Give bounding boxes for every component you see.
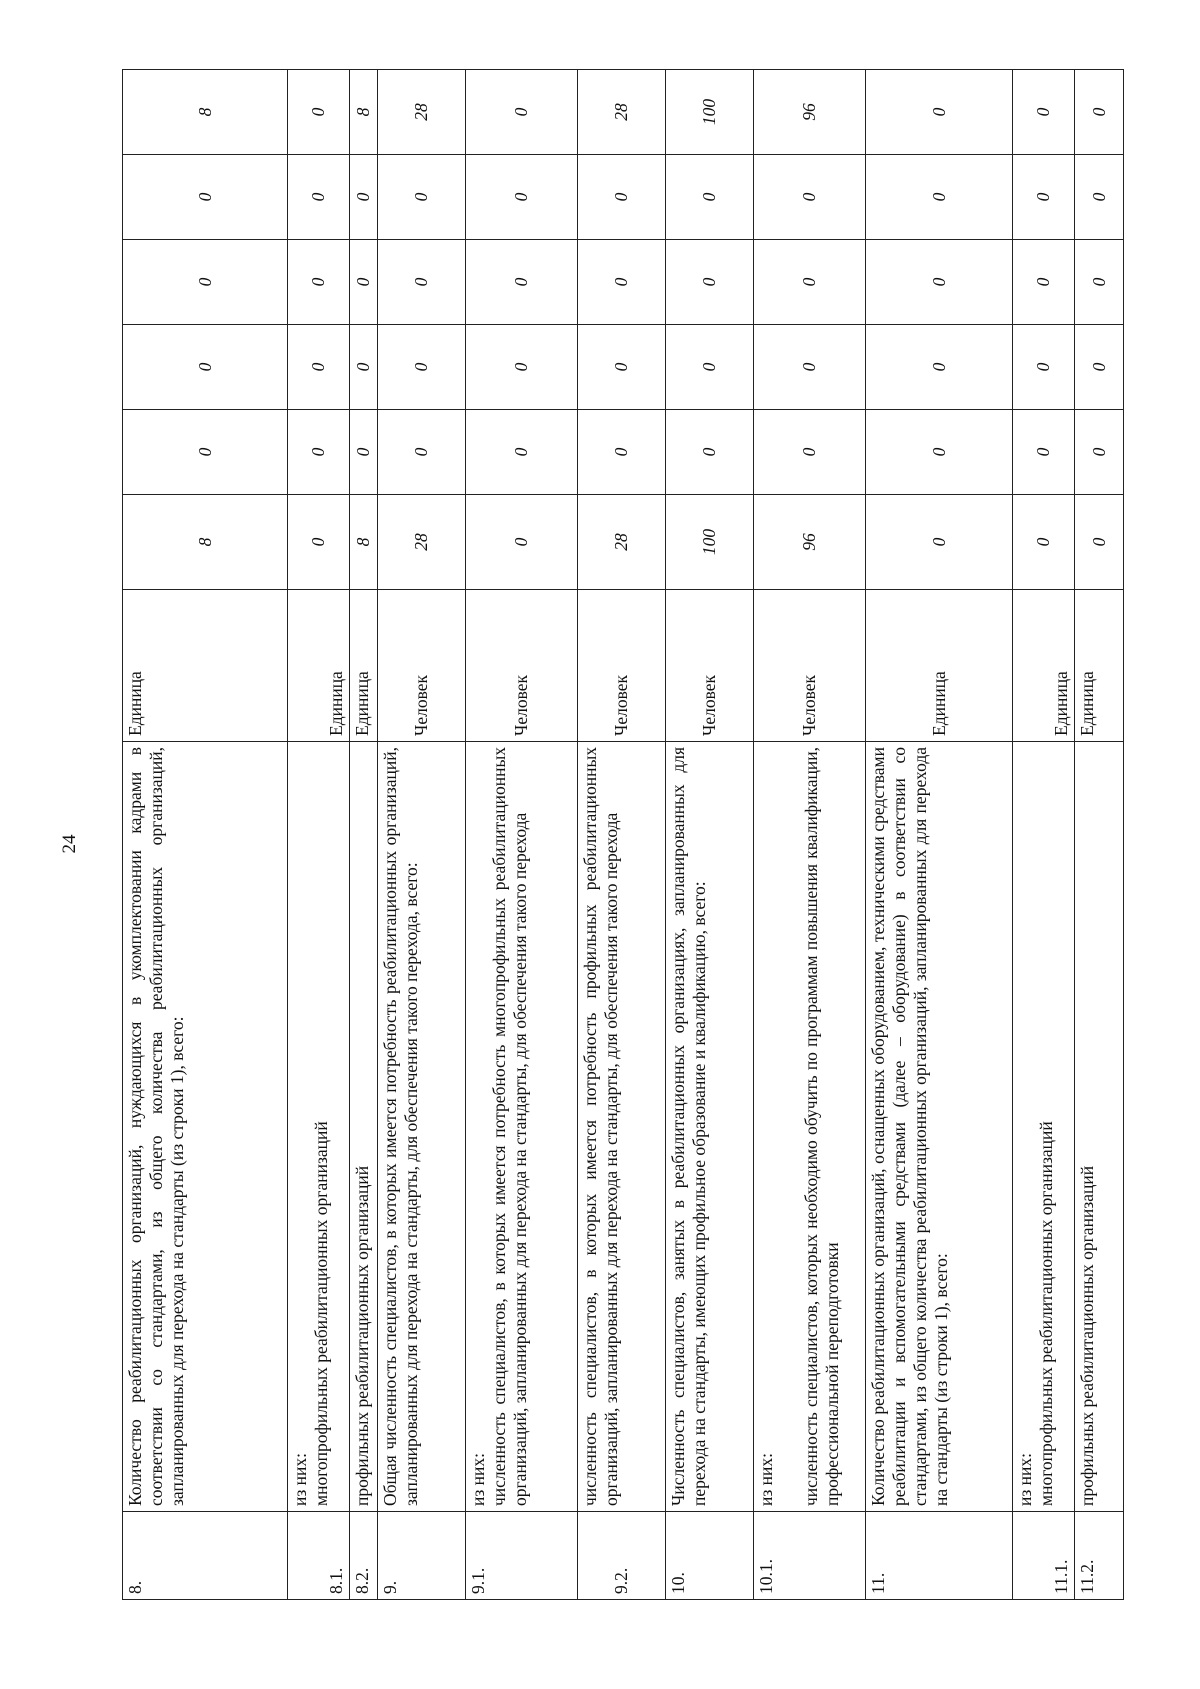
row-unit: Человек xyxy=(378,590,466,742)
row-value: 0 xyxy=(866,155,1013,240)
row-value: 0 xyxy=(466,495,578,590)
row-value: 0 xyxy=(1013,240,1075,325)
row-value: 0 xyxy=(288,410,350,495)
row-value: 0 xyxy=(378,155,466,240)
row-value: 96 xyxy=(754,70,866,155)
row-value: 0 xyxy=(1013,495,1075,590)
row-value: 0 xyxy=(466,410,578,495)
table-row xyxy=(1013,70,1075,1600)
row-description: численность специалистов, в которых имеется потребность многопрофильных реабилитационных организаций, запланированных для перехода на стандарты, для обеспечения такого перехода xyxy=(489,747,530,1506)
row-value: 0 xyxy=(466,325,578,410)
row-value: 0 xyxy=(578,410,666,495)
row-description: профильных реабилитационных организаций xyxy=(350,742,378,1512)
row-value: 96 xyxy=(754,495,866,590)
row-description: профильных реабилитационных организаций xyxy=(1075,742,1124,1512)
row-value: 0 xyxy=(378,410,466,495)
row-number: 8.2. xyxy=(350,1512,378,1600)
row-description: многопрофильных реабилитационных организаций xyxy=(1036,1121,1056,1506)
row-value: 0 xyxy=(288,325,350,410)
row-unit: Единица xyxy=(123,590,288,742)
row-description-prefix: из них: xyxy=(756,1453,776,1506)
row-value: 0 xyxy=(1075,495,1124,590)
row-number: 11.2. xyxy=(1075,1512,1124,1600)
table-row xyxy=(578,70,666,1600)
row-value: 0 xyxy=(666,240,754,325)
row-description: Численность специалистов, занятых в реабилитационных организациях, запланированных для перехода на стандарты, имеющих профильное образование и квалификацию, всего: xyxy=(666,742,754,1512)
table-row xyxy=(1075,70,1124,1600)
row-value: 0 xyxy=(288,155,350,240)
row-value: 0 xyxy=(123,410,288,495)
row-unit: Единица xyxy=(350,590,378,742)
table-row xyxy=(123,70,288,1600)
row-value: 100 xyxy=(666,495,754,590)
row-value: 0 xyxy=(754,240,866,325)
row-value: 8 xyxy=(350,70,378,155)
row-description-cell xyxy=(754,742,866,1512)
table-row xyxy=(754,70,866,1600)
row-unit: Человек xyxy=(754,590,866,742)
row-number: 11. xyxy=(866,1512,1013,1600)
row-description: численность специалистов, которых необходимо обучить по программам повышения квалификации, профессиональной переподготовки xyxy=(801,747,842,1506)
row-value: 0 xyxy=(288,495,350,590)
row-number: 8. xyxy=(123,1512,288,1600)
row-value: 0 xyxy=(1013,70,1075,155)
row-value: 0 xyxy=(754,155,866,240)
row-number: 8.1. xyxy=(288,1512,350,1600)
row-value: 0 xyxy=(578,240,666,325)
row-description-cell xyxy=(288,742,350,1512)
row-value: 0 xyxy=(1075,410,1124,495)
row-unit: Человек xyxy=(666,590,754,742)
row-number: 9. xyxy=(378,1512,466,1600)
table-row xyxy=(866,70,1013,1600)
table-row xyxy=(350,70,378,1600)
table-row xyxy=(288,70,350,1600)
row-unit: Человек xyxy=(466,590,578,742)
row-unit: Единица xyxy=(866,590,1013,742)
row-value: 0 xyxy=(466,155,578,240)
row-value: 0 xyxy=(666,410,754,495)
row-value: 28 xyxy=(378,70,466,155)
table-row xyxy=(666,70,754,1600)
row-value: 0 xyxy=(1075,325,1124,410)
row-value: 0 xyxy=(350,240,378,325)
row-value: 0 xyxy=(1013,155,1075,240)
row-value: 28 xyxy=(378,495,466,590)
row-description: Общая численность специалистов, в которых имеется потребность реабилитационных организаций, запланированных для перехода на стандарты, для обеспечения такого перехода, всего: xyxy=(378,742,466,1512)
row-value: 28 xyxy=(578,495,666,590)
row-description-cell xyxy=(466,742,578,1512)
row-value: 0 xyxy=(754,325,866,410)
row-value: 0 xyxy=(378,325,466,410)
data-table xyxy=(122,69,1124,1600)
row-value: 0 xyxy=(866,240,1013,325)
row-value: 0 xyxy=(123,155,288,240)
row-value: 0 xyxy=(754,410,866,495)
row-unit: Единица xyxy=(1013,590,1075,742)
row-value: 0 xyxy=(1075,155,1124,240)
row-value: 0 xyxy=(866,70,1013,155)
row-value: 0 xyxy=(123,240,288,325)
row-value: 0 xyxy=(288,240,350,325)
row-value: 0 xyxy=(378,240,466,325)
row-value: 0 xyxy=(123,325,288,410)
row-description-prefix: из них: xyxy=(1015,1453,1035,1506)
row-number: 10. xyxy=(666,1512,754,1600)
row-value: 0 xyxy=(466,70,578,155)
row-value: 28 xyxy=(578,70,666,155)
row-unit: Единица xyxy=(1075,590,1124,742)
row-value: 0 xyxy=(1075,70,1124,155)
table-body xyxy=(123,70,1124,1600)
row-value: 0 xyxy=(350,155,378,240)
row-value: 8 xyxy=(123,70,288,155)
row-number: 9.1. xyxy=(466,1512,578,1600)
row-value: 8 xyxy=(123,495,288,590)
row-value: 0 xyxy=(1075,240,1124,325)
row-value: 0 xyxy=(578,155,666,240)
row-value: 8 xyxy=(350,495,378,590)
spacer xyxy=(777,747,801,1506)
row-value: 0 xyxy=(350,410,378,495)
row-unit: Человек xyxy=(578,590,666,742)
row-value: 0 xyxy=(350,325,378,410)
row-number: 10.1. xyxy=(754,1512,866,1600)
row-description: многопрофильных реабилитационных организаций xyxy=(311,1121,331,1506)
row-value: 0 xyxy=(578,325,666,410)
row-value: 0 xyxy=(866,325,1013,410)
rotated-table-container xyxy=(122,70,1124,1600)
row-value: 0 xyxy=(1013,410,1075,495)
row-description: численность специалистов, в которых имеется потребность профильных реабилитационных организаций, запланированных для перехода на стандарты, для обеспечения такого перехода xyxy=(578,742,666,1512)
row-value: 0 xyxy=(666,155,754,240)
page-number: 24 xyxy=(59,834,80,854)
row-description-cell xyxy=(1013,742,1075,1512)
row-value: 100 xyxy=(666,70,754,155)
row-number: 11.1. xyxy=(1013,1512,1075,1600)
row-value: 0 xyxy=(288,70,350,155)
row-value: 0 xyxy=(866,410,1013,495)
row-number: 9.2. xyxy=(578,1512,666,1600)
row-value: 0 xyxy=(466,240,578,325)
row-description-prefix: из них: xyxy=(290,1453,310,1506)
row-unit: Единица xyxy=(288,590,350,742)
table-row xyxy=(378,70,466,1600)
row-description: Количество реабилитационных организаций, оснащенных оборудованием, техническими средствами реабилитации и вспомогательными средствами (далее – оборудование) в соответствии со стандартами, из общего количества реабилитационных организаций, запланированных для перехода на стандарты (из строки 1), всего: xyxy=(866,742,1013,1512)
row-description: Количество реабилитационных организаций, нуждающихся в укомплектовании кадрами в соответствии со стандартами, из общего количества реабилитационных организаций, запланированных для перехода на стандарты (из строки 1), всего: xyxy=(123,742,288,1512)
row-value: 0 xyxy=(666,325,754,410)
row-value: 0 xyxy=(1013,325,1075,410)
table-row xyxy=(466,70,578,1600)
row-value: 0 xyxy=(866,495,1013,590)
row-description-prefix: из них: xyxy=(468,1453,488,1506)
